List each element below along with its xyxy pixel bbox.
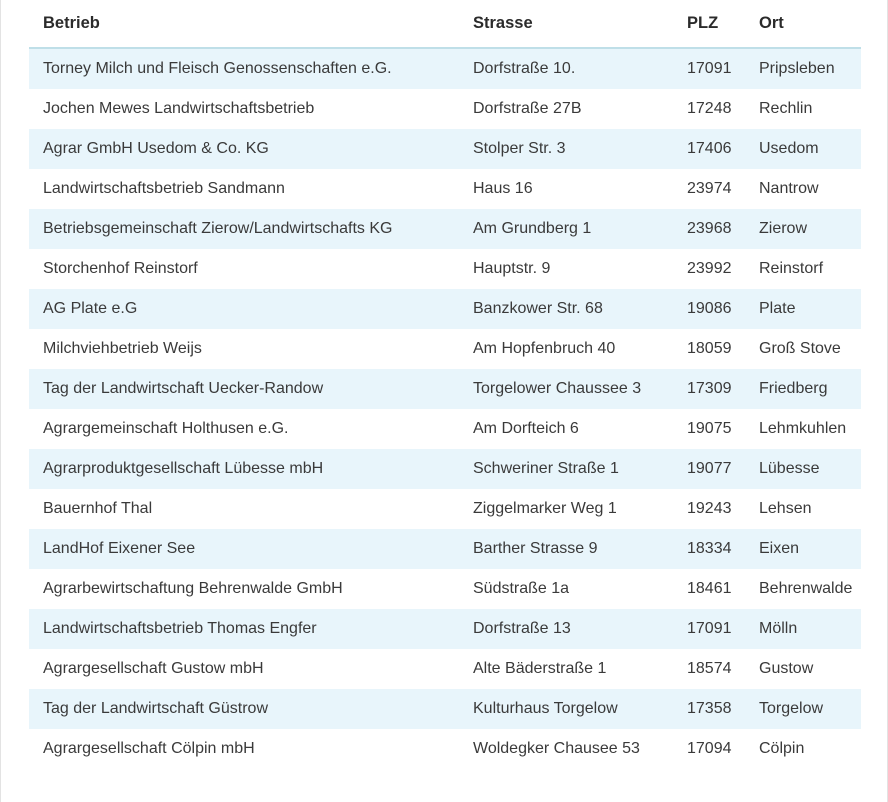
cell-plz: 17248 (673, 89, 745, 129)
table-row (29, 129, 861, 169)
cell-ort: Torgelow (745, 689, 861, 729)
cell-betrieb: AG Plate e.G (29, 289, 459, 329)
column-header-plz: PLZ (673, 0, 745, 48)
cell-strasse: Stolper Str. 3 (459, 129, 673, 169)
cell-plz: 18574 (673, 649, 745, 689)
cell-strasse: Dorfstraße 27B (459, 89, 673, 129)
table-row (29, 169, 861, 209)
cell-betrieb: Betriebsgemeinschaft Zierow/Landwirtschafts KG (29, 209, 459, 249)
cell-strasse: Am Dorfteich 6 (459, 409, 673, 449)
cell-betrieb: Agrargesellschaft Cölpin mbH (29, 729, 459, 769)
cell-betrieb: Storchenhof Reinstorf (29, 249, 459, 289)
cell-strasse: Schweriner Straße 1 (459, 449, 673, 489)
cell-betrieb: Agrarbewirtschaftung Behrenwalde GmbH (29, 569, 459, 609)
cell-plz: 17091 (673, 48, 745, 89)
table-row (29, 729, 861, 769)
cell-strasse: Woldegker Chausee 53 (459, 729, 673, 769)
cell-betrieb: Agrarproduktgesellschaft Lübesse mbH (29, 449, 459, 489)
cell-ort: Cölpin (745, 729, 861, 769)
cell-plz: 17091 (673, 609, 745, 649)
cell-plz: 17406 (673, 129, 745, 169)
cell-ort: Zierow (745, 209, 861, 249)
cell-ort: Plate (745, 289, 861, 329)
table-row (29, 209, 861, 249)
cell-ort: Usedom (745, 129, 861, 169)
cell-strasse: Torgelower Chaussee 3 (459, 369, 673, 409)
table-row (29, 249, 861, 289)
table-row (29, 569, 861, 609)
table-row (29, 449, 861, 489)
table-row (29, 489, 861, 529)
cell-strasse: Barther Strasse 9 (459, 529, 673, 569)
cell-betrieb: Landwirtschaftsbetrieb Thomas Engfer (29, 609, 459, 649)
cell-betrieb: Tag der Landwirtschaft Uecker-Randow (29, 369, 459, 409)
column-header-ort: Ort (745, 0, 861, 48)
cell-ort: Mölln (745, 609, 861, 649)
cell-strasse: Ziggelmarker Weg 1 (459, 489, 673, 529)
cell-plz: 19243 (673, 489, 745, 529)
cell-betrieb: Tag der Landwirtschaft Güstrow (29, 689, 459, 729)
cell-ort: Behrenwalde (745, 569, 861, 609)
cell-plz: 19086 (673, 289, 745, 329)
cell-plz: 18334 (673, 529, 745, 569)
table-row (29, 89, 861, 129)
cell-betrieb: Torney Milch und Fleisch Genossenschaften e.G. (29, 48, 459, 89)
cell-strasse: Alte Bäderstraße 1 (459, 649, 673, 689)
table-header (29, 0, 861, 48)
cell-betrieb: Agrar GmbH Usedom & Co. KG (29, 129, 459, 169)
cell-ort: Groß Stove (745, 329, 861, 369)
cell-ort: Reinstorf (745, 249, 861, 289)
table-body (29, 48, 861, 769)
table-row (29, 329, 861, 369)
cell-strasse: Dorfstraße 10. (459, 48, 673, 89)
cell-strasse: Hauptstr. 9 (459, 249, 673, 289)
cell-ort: Lehsen (745, 489, 861, 529)
table-header-row (29, 0, 861, 48)
cell-betrieb: LandHof Eixener See (29, 529, 459, 569)
cell-plz: 18461 (673, 569, 745, 609)
cell-betrieb: Agrargesellschaft Gustow mbH (29, 649, 459, 689)
cell-plz: 17309 (673, 369, 745, 409)
table-row (29, 649, 861, 689)
cell-plz: 23968 (673, 209, 745, 249)
cell-strasse: Südstraße 1a (459, 569, 673, 609)
cell-ort: Lübesse (745, 449, 861, 489)
cell-ort: Lehmkuhlen (745, 409, 861, 449)
table-row (29, 409, 861, 449)
cell-ort: Pripsleben (745, 48, 861, 89)
column-header-strasse: Strasse (459, 0, 673, 48)
cell-ort: Rechlin (745, 89, 861, 129)
cell-plz: 19075 (673, 409, 745, 449)
cell-plz: 23974 (673, 169, 745, 209)
cell-plz: 18059 (673, 329, 745, 369)
cell-betrieb: Milchviehbetrieb Weijs (29, 329, 459, 369)
table-row (29, 48, 861, 89)
cell-betrieb: Bauernhof Thal (29, 489, 459, 529)
farm-business-table (29, 0, 861, 769)
cell-strasse: Kulturhaus Torgelow (459, 689, 673, 729)
table-row (29, 609, 861, 649)
cell-strasse: Dorfstraße 13 (459, 609, 673, 649)
table-row (29, 689, 861, 729)
table-row (29, 369, 861, 409)
cell-strasse: Am Hopfenbruch 40 (459, 329, 673, 369)
cell-ort: Gustow (745, 649, 861, 689)
table-row (29, 289, 861, 329)
cell-plz: 17094 (673, 729, 745, 769)
cell-ort: Nantrow (745, 169, 861, 209)
cell-strasse: Am Grundberg 1 (459, 209, 673, 249)
table-row (29, 529, 861, 569)
cell-ort: Friedberg (745, 369, 861, 409)
cell-plz: 23992 (673, 249, 745, 289)
cell-ort: Eixen (745, 529, 861, 569)
cell-betrieb: Agrargemeinschaft Holthusen e.G. (29, 409, 459, 449)
cell-betrieb: Landwirtschaftsbetrieb Sandmann (29, 169, 459, 209)
cell-plz: 19077 (673, 449, 745, 489)
cell-plz: 17358 (673, 689, 745, 729)
cell-strasse: Banzkower Str. 68 (459, 289, 673, 329)
cell-betrieb: Jochen Mewes Landwirtschaftsbetrieb (29, 89, 459, 129)
column-header-betrieb: Betrieb (29, 0, 459, 48)
cell-strasse: Haus 16 (459, 169, 673, 209)
